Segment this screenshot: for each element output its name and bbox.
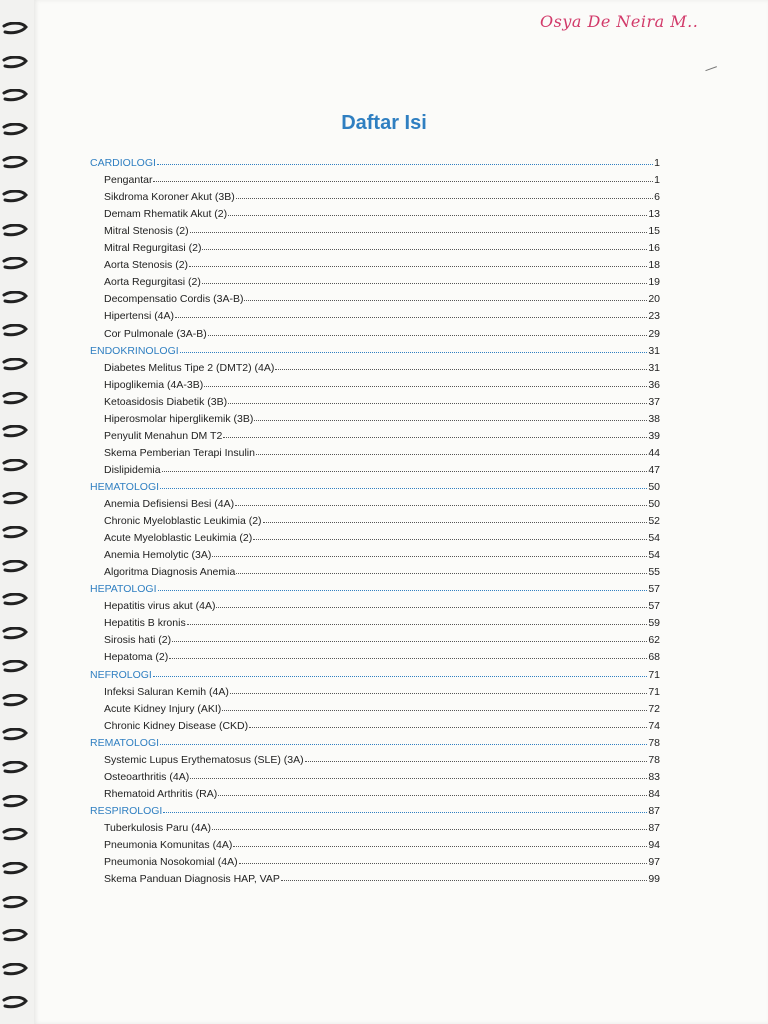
toc-label: Hepatitis virus akut (4A): [104, 600, 216, 613]
toc-entry: [104, 614, 660, 631]
spiral-coil: [2, 492, 28, 506]
toc-entry: [104, 239, 660, 256]
toc-entry: [104, 188, 660, 205]
spiral-coil: [2, 761, 28, 775]
spiral-coil: [2, 929, 28, 943]
toc-entry: [104, 717, 660, 734]
toc-entry: [104, 870, 660, 887]
toc-page-number: 50: [648, 498, 660, 510]
toc-label: Hiperosmolar hiperglikemik (3B): [104, 412, 254, 425]
toc-page-number: 47: [648, 463, 660, 476]
spiral-coil: [2, 728, 28, 742]
toc-section: [90, 478, 660, 495]
toc-page-number: 94: [648, 839, 660, 851]
toc-label: Aorta Stenosis (2): [104, 259, 189, 272]
toc-entry: [104, 427, 660, 444]
toc-page-number: 16: [648, 242, 660, 255]
spiral-coil: [2, 22, 28, 36]
toc-page-number: 71: [648, 685, 660, 698]
toc-label: NEFROLOGI: [90, 668, 152, 681]
toc-label: Cor Pulmonale (3A-B): [104, 327, 207, 340]
toc-entry: [104, 444, 660, 461]
toc-page-number: 38: [648, 412, 660, 425]
spiral-binding: [0, 0, 34, 1024]
toc-label: Pneumonia Nosokomial (4A): [104, 856, 238, 869]
dot-leader: [235, 494, 647, 506]
dot-leader: [249, 716, 647, 728]
dot-leader: [158, 579, 648, 591]
toc-page-number: 52: [648, 515, 660, 528]
spiral-coil: [2, 828, 28, 842]
dot-leader: [162, 460, 648, 472]
spiral-coil: [2, 291, 28, 305]
toc-section: [90, 802, 660, 819]
toc-entry: [104, 597, 660, 614]
dot-leader: [153, 665, 647, 677]
dot-leader: [263, 511, 648, 523]
spiral-coil: [2, 963, 28, 977]
page-title: Daftar Isi: [341, 112, 427, 134]
toc-section: [90, 154, 660, 171]
dot-leader: [202, 272, 647, 284]
toc-page-number: 55: [648, 566, 660, 579]
dot-leader: [202, 238, 647, 250]
spiral-coil: [2, 56, 28, 70]
toc-entry: [104, 222, 660, 239]
spiral-coil: [2, 89, 28, 103]
toc-label: Acute Kidney Injury (AKI): [104, 702, 222, 715]
dot-leader: [212, 545, 647, 557]
dot-leader: [228, 392, 647, 404]
toc-page-number: 57: [648, 583, 660, 596]
dot-leader: [216, 596, 647, 608]
toc-label: Hepatoma (2): [104, 651, 169, 664]
toc-label: Algoritma Diagnosis Anemia: [104, 566, 236, 579]
toc-page-number: 97: [648, 856, 660, 869]
dot-leader: [239, 852, 648, 864]
toc-label: Hepatitis B kronis: [104, 617, 186, 630]
toc-entry: [104, 700, 660, 717]
toc-entry: [104, 376, 660, 393]
dot-leader: [254, 409, 647, 421]
toc-entry: [104, 256, 660, 273]
spiral-coil: [2, 560, 28, 574]
toc-page-number: 50: [648, 480, 660, 493]
toc-page-number: 78: [648, 736, 660, 749]
dot-leader: [275, 358, 647, 370]
toc-entry: [104, 495, 660, 512]
dot-leader: [189, 255, 647, 267]
toc-page-number: 29: [648, 327, 660, 340]
toc-page-number: 57: [648, 600, 660, 613]
toc-label: Chronic Myeloblastic Leukimia (2): [104, 515, 262, 528]
toc-label: Pneumonia Komunitas (4A): [104, 839, 233, 851]
toc-entry: [104, 290, 660, 307]
dot-leader: [163, 801, 647, 813]
toc-entry: [104, 853, 660, 870]
toc-label: Dislipidemia: [104, 463, 161, 476]
toc-label: Hipoglikemia (4A-3B): [104, 378, 204, 391]
toc-label: RESPIROLOGI: [90, 804, 163, 817]
toc-label: Ketoasidosis Diabetik (3B): [104, 395, 228, 408]
toc-page-number: 37: [648, 395, 660, 408]
toc-label: HEPATOLOGI: [90, 583, 157, 596]
toc-label: Osteoarthritis (4A): [104, 770, 190, 783]
dot-leader: [253, 528, 647, 540]
toc-entry: [104, 751, 660, 768]
spiral-coil: [2, 324, 28, 338]
toc-page-number: 84: [648, 787, 660, 800]
toc-page-number: 71: [648, 668, 660, 681]
toc-entry: [104, 819, 660, 836]
toc-label: Rhematoid Arthritis (RA): [104, 787, 218, 800]
toc-page-number: 19: [648, 276, 660, 289]
toc-label: Infeksi Saluran Kemih (4A): [104, 685, 229, 698]
toc-page-number: 54: [648, 532, 660, 545]
toc-entry: [104, 631, 660, 648]
toc-page-number: 23: [648, 310, 660, 323]
toc-label: Sirosis hati (2): [104, 634, 172, 647]
dot-leader: [230, 682, 647, 694]
spiral-coil: [2, 996, 28, 1010]
dot-leader: [190, 221, 648, 233]
toc-entry: [104, 410, 660, 427]
dot-leader: [187, 613, 648, 625]
spiral-coil: [2, 526, 28, 540]
toc-label: Chronic Kidney Disease (CKD): [104, 719, 249, 732]
toc-page-number: 68: [648, 651, 660, 664]
spiral-coil: [2, 627, 28, 641]
spiral-coil: [2, 224, 28, 238]
toc-entry: [104, 683, 660, 700]
toc-entry: [104, 785, 660, 802]
spiral-coil: [2, 257, 28, 271]
toc-entry: [104, 325, 660, 342]
toc-entry: [104, 393, 660, 410]
spiral-coil: [2, 896, 28, 910]
toc-label: Acute Myeloblastic Leukimia (2): [104, 532, 253, 545]
toc-page-number: 1: [654, 174, 660, 187]
dot-leader: [236, 562, 647, 574]
dot-leader: [208, 324, 648, 336]
spiral-coil: [2, 156, 28, 170]
toc-entry: [104, 359, 660, 376]
toc-label: HEMATOLOGI: [90, 480, 160, 493]
dot-leader: [223, 426, 647, 438]
spiral-coil: [2, 190, 28, 204]
toc-page-number: 99: [648, 873, 660, 886]
toc-label: Sikdroma Koroner Akut (3B): [104, 191, 235, 204]
toc-label: Mitral Stenosis (2): [104, 225, 189, 238]
toc-label: Aorta Regurgitasi (2): [104, 276, 201, 289]
spiral-coil: [2, 392, 28, 406]
spiral-coil: [2, 862, 28, 876]
toc-page-number: 18: [648, 259, 660, 272]
toc-page-number: 62: [648, 634, 660, 647]
toc-page-number: 44: [648, 446, 660, 459]
dot-leader: [160, 733, 647, 745]
spiral-coil: [2, 694, 28, 708]
toc-page-number: 87: [648, 821, 660, 834]
dot-leader: [157, 153, 653, 165]
dot-leader: [305, 750, 648, 762]
dot-leader: [204, 375, 647, 387]
toc-label: Anemia Defisiensi Besi (4A): [104, 498, 235, 510]
dot-leader: [172, 630, 647, 642]
toc-label: Anemia Hemolytic (3A): [104, 549, 212, 562]
spiral-coil: [2, 593, 28, 607]
toc-label: Tuberkulosis Paru (4A): [104, 821, 211, 834]
toc-section: [90, 734, 660, 751]
dot-leader: [190, 767, 647, 779]
toc-page-number: 13: [648, 208, 660, 221]
toc-label: Skema Panduan Diagnosis HAP, VAP: [104, 873, 280, 886]
spiral-coil: [2, 425, 28, 439]
dot-leader: [233, 835, 647, 847]
dot-leader: [180, 341, 648, 353]
toc-entry: [104, 273, 660, 290]
dot-leader: [169, 647, 647, 659]
toc-page-number: 59: [648, 617, 660, 630]
toc-page-number: 36: [648, 378, 660, 391]
toc-page-number: 74: [648, 719, 660, 732]
toc-label: Pengantar: [104, 174, 153, 187]
toc-entry: [104, 768, 660, 785]
handwritten-signature: Osya De Neira M..: [540, 12, 699, 31]
toc-label: Hipertensi (4A): [104, 310, 175, 323]
spiral-coil: [2, 459, 28, 473]
dot-leader: [236, 187, 653, 199]
toc-label: ENDOKRINOLOGI: [90, 344, 179, 357]
toc-label: Penyulit Menahun DM T2: [104, 429, 223, 442]
toc-label: CARDIOLOGI: [90, 157, 156, 169]
dot-leader: [160, 477, 647, 489]
toc-page-number: 6: [654, 191, 660, 204]
toc-page-number: 39: [648, 429, 660, 442]
dot-leader: [218, 784, 647, 796]
dot-leader: [175, 306, 647, 318]
dot-leader: [228, 204, 647, 216]
toc-entry: [104, 461, 660, 478]
dot-leader: [153, 170, 653, 182]
toc-entry: [104, 546, 660, 563]
toc-label: Mitral Regurgitasi (2): [104, 242, 202, 255]
dot-leader: [256, 443, 647, 455]
toc-page-number: 1: [654, 157, 660, 169]
toc-entry: [104, 307, 660, 324]
toc-label: Decompensatio Cordis (3A-B): [104, 293, 244, 306]
dot-leader: [222, 699, 647, 711]
toc-section: [90, 666, 660, 683]
toc-page-number: 31: [648, 344, 660, 357]
toc-entry: [104, 512, 660, 529]
toc-entry: [104, 205, 660, 222]
toc-entry: [104, 529, 660, 546]
dot-leader: [281, 869, 647, 881]
toc-label: REMATOLOGI: [90, 736, 160, 749]
toc-entry: [104, 171, 660, 188]
spiral-coil: [2, 660, 28, 674]
toc-label: Skema Pemberian Terapi Insulin: [104, 446, 255, 459]
toc-page-number: 31: [648, 361, 660, 374]
toc-page-number: 20: [648, 293, 660, 306]
spiral-coil: [2, 358, 28, 372]
toc-entry: [104, 836, 660, 853]
dot-leader: [212, 818, 647, 830]
toc-page-number: 15: [648, 225, 660, 238]
toc-label: Diabetes Melitus Tipe 2 (DMT2) (4A): [104, 361, 275, 374]
toc-label: Demam Rhematik Akut (2): [104, 208, 228, 221]
toc-page-number: 78: [648, 753, 660, 766]
toc-entry: [104, 648, 660, 665]
toc-label: Systemic Lupus Erythematosus (SLE) (3A): [104, 753, 304, 766]
toc-page-number: 83: [648, 770, 660, 783]
toc-page-number: 72: [648, 702, 660, 715]
dot-leader: [244, 289, 647, 301]
toc-section: [90, 580, 660, 597]
toc-section: [90, 342, 660, 359]
toc-page-number: 54: [648, 549, 660, 562]
toc-entry: [104, 563, 660, 580]
toc-page-number: 87: [648, 804, 660, 817]
spiral-coil: [2, 795, 28, 809]
